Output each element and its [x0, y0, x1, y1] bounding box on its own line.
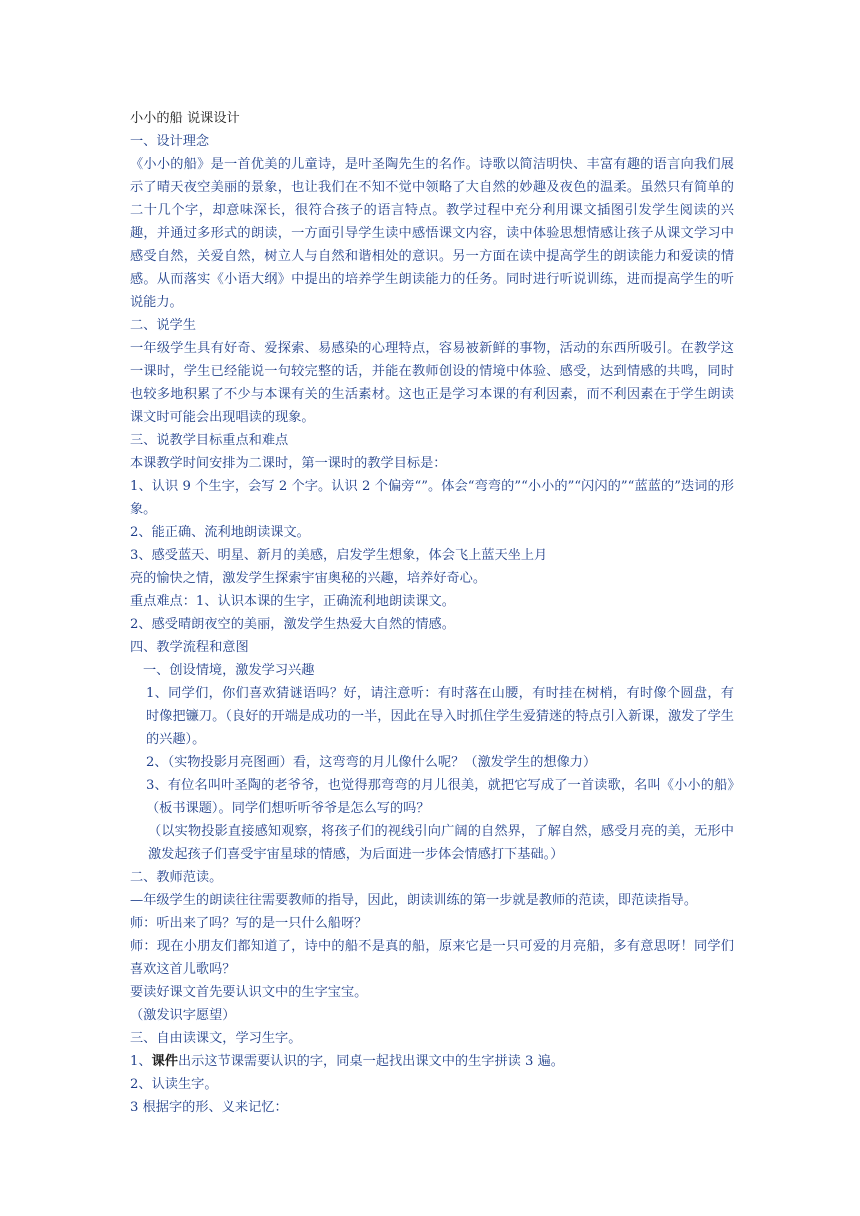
paragraph-projection: 2、（实物投影月亮图画）看，这弯弯的月儿像什么呢？（激发学生的想像力）	[146, 755, 597, 770]
step-item-1-text: 出示这节课需要认识的字，同桌一起找出课文中的生字拼读 3 遍。	[177, 1054, 564, 1069]
section-heading-objectives: 三、说教学目标重点和难点	[130, 433, 289, 448]
paragraph-poem-intro: 3、有位名叫叶圣陶的老爷爷，也觉得那弯弯的月儿很美，就把它写成了一首读歌，名叫《小小的船》（板书课题）。同学们想听听爷爷是怎么写的吗？	[146, 778, 734, 816]
key-points-2: 2、感受晴朗夜空的美丽，激发学生热爱大自然的情感。	[130, 617, 455, 632]
paragraph-riddle: 1、同学们，你们喜欢猜谜语吗？好，请注意听：有时落在山腰，有时挂在树梢，有时像个圆盘，有时像把镰刀。（良好的开端是成功的一半，因此在导入时抓住学生爱猜迷的特点引入新课，激发了学生的兴趣）。	[146, 686, 734, 747]
section-heading-students: 二、说学生	[130, 318, 196, 333]
paragraph-design-concept: 《小小的船》是一首优美的儿童诗，是叶圣陶先生的名作。诗歌以简洁明快、丰富有趣的语言向我们展示了晴天夜空美丽的景象，也让我们在不知不觉中领略了大自然的妙趣及夜色的温柔。虽然只有简单的二十几个字，却意味深长，很符合孩子的语言特点。教学过程中充分利用课文插图引发学生阅读的兴趣，并通过多形式的朗读，一方面引导学生读中感悟课文内容，读中体验思想情感让孩子从课文学习中感受自然，关爱自然，树立人与自然和谐相处的意识。另一方面在读中提高学生的朗读能力和爱读的情感。从而落实《小语大纲》中提出的培养学生朗读能力的任务。同时进行听说训练，进而提高学生的听说能力。	[130, 157, 734, 310]
objective-item-1: 1、认识 9 个生字，会写 2 个字。认识 2 个偏旁“”。体会“弯弯的”“小小的”“闪闪的”“蓝蓝的”迭词的形象。	[130, 479, 734, 517]
document-body	[130, 107, 734, 1119]
objective-item-3a: 3、感受蓝天、明星、新月的美感，启发学生想象，体会飞上蓝天坐上月	[130, 548, 548, 563]
key-points-1: 重点难点：1、认识本课的生字，正确流利地朗读课文。	[130, 594, 455, 609]
keyword-courseware: 课件	[151, 1054, 178, 1069]
dialogue-teacher-1: 师：听出来了吗？写的是一只什么船呀？	[130, 916, 368, 931]
objective-item-3b: 亮的愉快之情，激发学生探索宇宙奥秘的兴趣，培养好奇心。	[130, 571, 487, 586]
section-heading-process: 四、教学流程和意图	[130, 640, 249, 655]
step-item-2: 2、认读生字。	[130, 1077, 218, 1092]
paragraph-teacher-reading: —年级学生的朗读往往需要教师的指导，因此，朗读训练的第一步就是教师的范读，即范读指导。	[130, 893, 698, 908]
paragraph-intent-note: （以实物投影直接感知观察，将孩子们的视线引向广阔的自然界，了解自然，感受月亮的美，无形中激发起孩子们喜受宇宙星球的情感，为后面进一步体会情感打下基础。）	[148, 824, 734, 862]
dialogue-teacher-2: 师：现在小朋友们都知道了，诗中的船不是真的船，原来它是一只可爱的月亮船，多有意思呀！同学们喜欢这首儿歌吗？	[130, 939, 734, 977]
paragraph-students: 一年级学生具有好奇、爱探索、易感染的心理特点，容易被新鲜的事物，活动的东西所吸引。在教学这一课时，学生已经能说一句较完整的话，并能在教师创设的情境中体验、感受，达到情感的共鸣，同时也较多地积累了不少与本课有关的生活素材。这也正是学习本课的有利因素，而不利因素在于学生朗读课文时可能会出现唱读的现象。	[130, 341, 734, 425]
paragraph-objectives-intro: 本课教学时间安排为二课时，第一课时的教学目标是：	[130, 456, 447, 471]
step-item-1-number: 1、	[130, 1054, 152, 1069]
section-heading-teacher-reading: 二、教师范读。	[130, 870, 223, 885]
step-item-1	[130, 1050, 734, 1073]
document-title: 小小的船 说课设计	[130, 111, 240, 126]
section-heading-free-reading: 三、自由读课文，学习生字。	[130, 1031, 302, 1046]
paragraph-new-words: 要读好课文首先要认识文中的生字宝宝。	[130, 985, 368, 1000]
objective-item-2: 2、能正确、流利地朗读课文。	[130, 525, 310, 540]
section-heading-design-concept: 一、设计理念	[130, 134, 210, 149]
step-item-3: 3 根据字的形、义来记忆：	[130, 1100, 288, 1115]
subheading-create-situation: 一、创设情境，激发学习兴趣	[143, 663, 315, 678]
paragraph-motivation-note: （激发识字愿望）	[130, 1008, 236, 1023]
